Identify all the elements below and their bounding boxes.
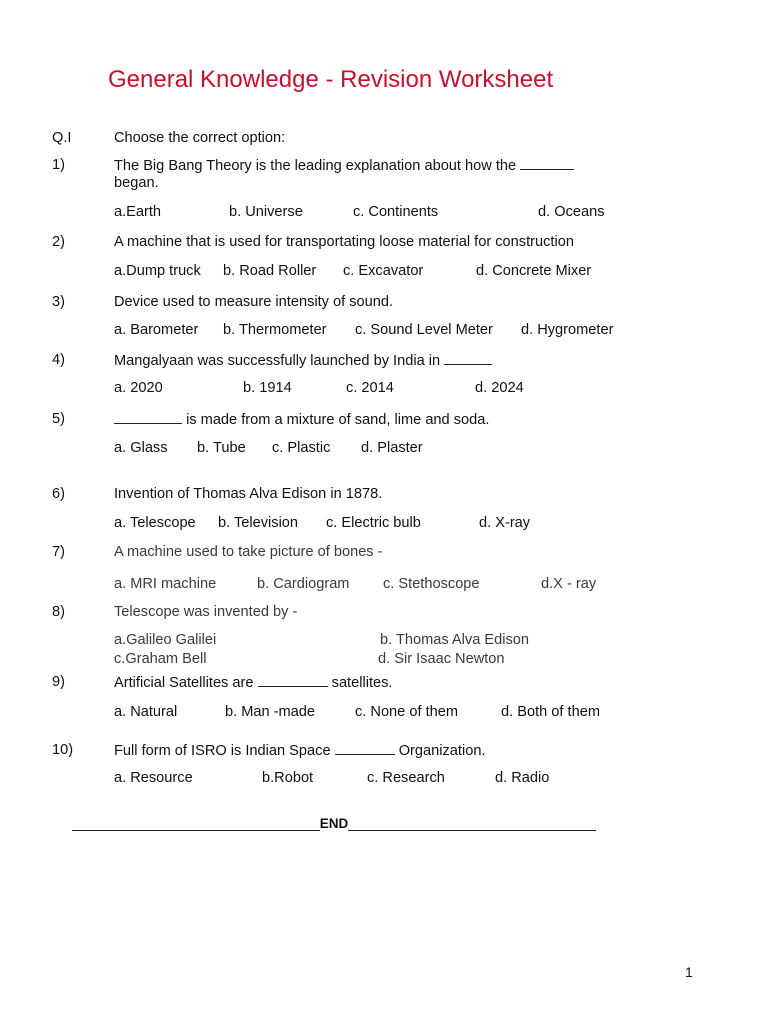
question-10-option-d: d. Radio xyxy=(495,770,550,786)
question-2-option-c: c. Excavator xyxy=(343,263,424,279)
question-8-option-d: d. Sir Isaac Newton xyxy=(378,651,505,667)
question-6-number: 6) xyxy=(52,486,65,502)
question-2-number: 2) xyxy=(52,234,65,250)
question-5-text-part: is made from a mixture of sand, lime and soda. xyxy=(186,412,490,428)
question-3-option-d: d. Hygrometer xyxy=(521,322,614,338)
question-1-number: 1) xyxy=(52,157,65,173)
question-7-option-d: d.X - ray xyxy=(541,576,597,592)
question-2-option-d: d. Concrete Mixer xyxy=(476,263,592,279)
question-4-option-d: d. 2024 xyxy=(475,380,524,396)
worksheet-title: General Knowledge - Revision Worksheet xyxy=(108,66,554,93)
page-number: 1 xyxy=(685,964,693,980)
question-6-text: Invention of Thomas Alva Edison in 1878. xyxy=(114,486,383,502)
question-3-text: Device used to measure intensity of sound. xyxy=(114,294,394,310)
question-9-text-part1: Artificial Satellites are xyxy=(114,675,254,691)
question-10-option-a: a. Resource xyxy=(114,770,193,786)
answer-blank xyxy=(520,157,574,170)
question-6-option-b: b. Television xyxy=(218,515,299,531)
question-7-option-c: c. Stethoscope xyxy=(383,576,480,592)
question-5-text xyxy=(114,411,489,429)
question-4-number: 4) xyxy=(52,352,65,368)
question-10-option-c: c. Research xyxy=(367,770,445,786)
question-8-number: 8) xyxy=(52,604,65,620)
question-9-option-a: a. Natural xyxy=(114,704,178,720)
question-5-option-c: c. Plastic xyxy=(272,440,331,456)
question-1-text-part2: began. xyxy=(114,175,159,191)
question-10-text xyxy=(114,742,486,760)
section-label: Q.I xyxy=(52,130,72,146)
question-6-option-c: c. Electric bulb xyxy=(326,515,421,531)
question-9-text-part2: satellites. xyxy=(331,675,393,691)
question-9-number: 9) xyxy=(52,674,65,690)
question-8-text: Telescope was invented by - xyxy=(114,604,298,620)
question-1-text xyxy=(114,157,574,175)
question-4-option-a: a. 2020 xyxy=(114,380,163,396)
question-5-option-d: d. Plaster xyxy=(361,440,423,456)
question-9-text xyxy=(114,674,392,692)
question-1-option-d: d. Oceans xyxy=(538,204,605,220)
question-3-option-c: c. Sound Level Meter xyxy=(355,322,493,338)
answer-blank xyxy=(444,352,492,365)
question-9-option-b: b. Man -made xyxy=(225,704,316,720)
end-line-left xyxy=(72,817,320,831)
question-3-option-a: a. Barometer xyxy=(114,322,199,338)
answer-blank xyxy=(258,674,328,687)
question-1-option-b: b. Universe xyxy=(229,204,303,220)
question-8-option-a: a.Galileo Galilei xyxy=(114,632,217,648)
question-4-option-b: b. 1914 xyxy=(243,380,292,396)
question-10-number: 10) xyxy=(52,742,74,758)
answer-blank xyxy=(335,742,395,755)
question-7-text: A machine used to take picture of bones - xyxy=(114,544,383,560)
question-1-option-c: c. Continents xyxy=(353,204,439,220)
question-2-option-b: b. Road Roller xyxy=(223,263,317,279)
question-5-option-a: a. Glass xyxy=(114,440,168,456)
question-10-option-b: b.Robot xyxy=(262,770,314,786)
section-instruction: Choose the correct option: xyxy=(114,130,286,146)
question-5-number: 5) xyxy=(52,411,65,427)
end-marker xyxy=(72,816,596,831)
question-4-option-c: c. 2014 xyxy=(346,380,394,396)
question-7-option-b: b. Cardiogram xyxy=(257,576,350,592)
question-2-text: A machine that is used for transportating loose material for construction xyxy=(114,234,574,250)
question-7-option-a: a. MRI machine xyxy=(114,576,217,592)
question-1-text-part1: The Big Bang Theory is the leading explanation about how the xyxy=(114,158,517,174)
question-6-option-a: a. Telescope xyxy=(114,515,196,531)
question-7-number: 7) xyxy=(52,544,65,560)
answer-blank xyxy=(114,411,182,424)
question-2-option-a: a.Dump truck xyxy=(114,263,201,279)
question-1-option-a: a.Earth xyxy=(114,204,162,220)
end-line-right xyxy=(348,817,596,831)
question-4-text-part: Mangalyaan was successfully launched by India in xyxy=(114,353,441,369)
question-6-option-d: d. X-ray xyxy=(479,515,531,531)
question-8-option-b: b. Thomas Alva Edison xyxy=(380,632,529,648)
question-9-option-c: c. None of them xyxy=(355,704,459,720)
question-5-option-b: b. Tube xyxy=(197,440,246,456)
question-9-option-d: d. Both of them xyxy=(501,704,600,720)
end-label: END xyxy=(319,816,349,831)
question-3-number: 3) xyxy=(52,294,65,310)
question-8-option-c: c.Graham Bell xyxy=(114,651,207,667)
question-10-text-part1: Full form of ISRO is Indian Space xyxy=(114,743,331,759)
question-4-text xyxy=(114,352,492,370)
question-10-text-part2: Organization. xyxy=(398,743,486,759)
question-3-option-b: b. Thermometer xyxy=(223,322,327,338)
